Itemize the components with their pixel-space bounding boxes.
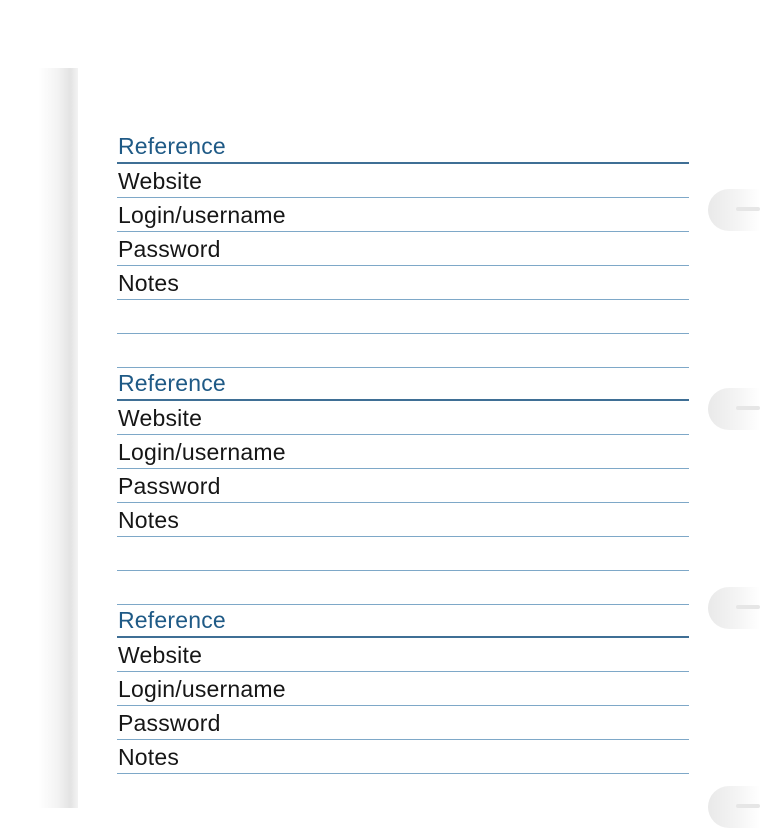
notes-blank-line[interactable] — [117, 334, 689, 368]
notes-row[interactable] — [117, 740, 689, 774]
ring-hole-2 — [708, 388, 760, 430]
notes-label: Notes — [118, 270, 180, 296]
website-row[interactable] — [117, 164, 689, 198]
notes-blank-line[interactable] — [117, 571, 689, 605]
reference-label: Reference — [118, 607, 226, 633]
website-row[interactable] — [117, 638, 689, 672]
binder-spine-shadow — [0, 68, 80, 808]
password-row[interactable] — [117, 232, 689, 266]
entry-section-1 — [117, 131, 689, 368]
notes-row[interactable] — [117, 503, 689, 537]
notes-blank-line[interactable] — [117, 537, 689, 571]
password-row[interactable] — [117, 469, 689, 503]
website-label: Website — [118, 405, 203, 431]
password-log — [117, 131, 689, 774]
ring-hole-4 — [708, 786, 760, 828]
password-label: Password — [118, 710, 221, 736]
website-row[interactable] — [117, 401, 689, 435]
reference-label: Reference — [118, 370, 226, 396]
notes-label: Notes — [118, 507, 180, 533]
login-label: Login/username — [118, 202, 286, 228]
password-label: Password — [118, 236, 221, 262]
website-label: Website — [118, 168, 203, 194]
password-row[interactable] — [117, 706, 689, 740]
ring-hole-3 — [708, 587, 760, 629]
login-label: Login/username — [118, 676, 286, 702]
notes-blank-line[interactable] — [117, 300, 689, 334]
login-row[interactable] — [117, 198, 689, 232]
entry-section-2 — [117, 368, 689, 605]
reference-row[interactable] — [117, 605, 689, 638]
reference-label: Reference — [118, 133, 226, 159]
ring-hole-1 — [708, 189, 760, 231]
website-label: Website — [118, 642, 203, 668]
entry-section-3 — [117, 605, 689, 774]
password-label: Password — [118, 473, 221, 499]
reference-row[interactable] — [117, 131, 689, 164]
login-label: Login/username — [118, 439, 286, 465]
reference-row[interactable] — [117, 368, 689, 401]
notes-label: Notes — [118, 744, 180, 770]
login-row[interactable] — [117, 435, 689, 469]
login-row[interactable] — [117, 672, 689, 706]
notes-row[interactable] — [117, 266, 689, 300]
